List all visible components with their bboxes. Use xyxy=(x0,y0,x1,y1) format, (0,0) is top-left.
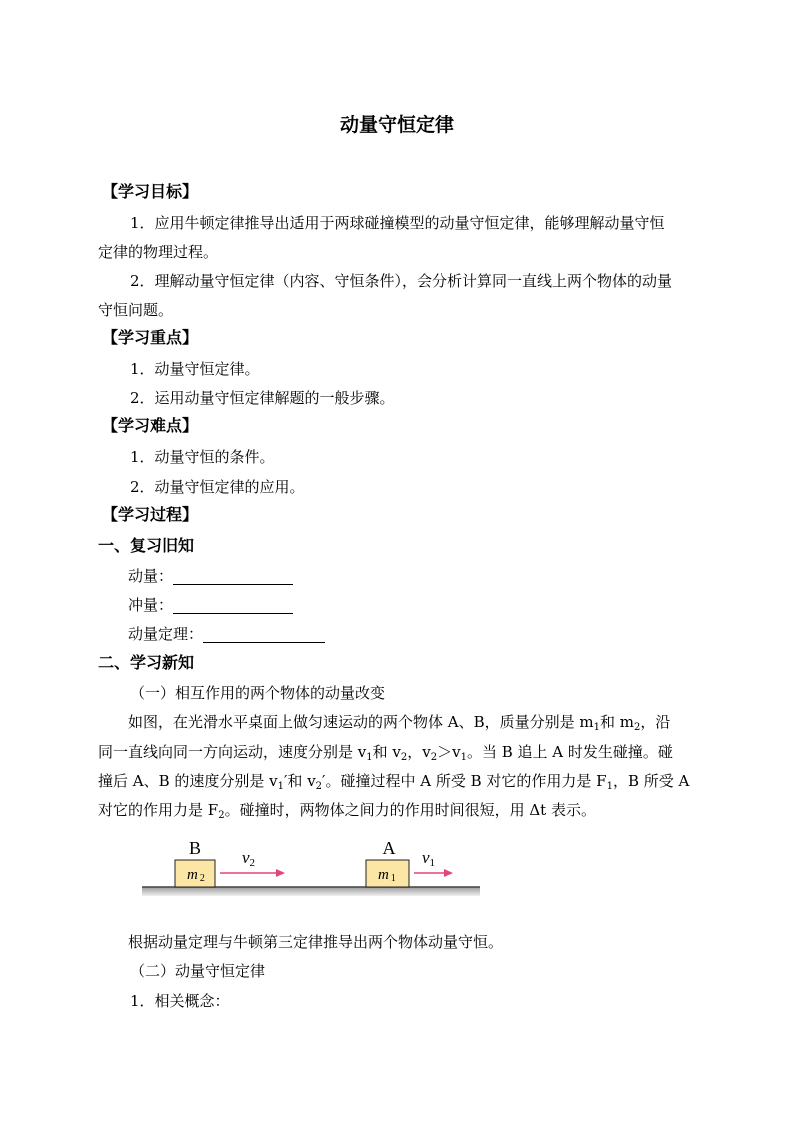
derive-text: 根据动量定理与牛顿第三定律推导出两个物体动量守恒。 xyxy=(128,933,504,951)
part1-heading: （一）相互作用的两个物体的动量改变 xyxy=(130,684,386,702)
objective-1-line2: 定律的物理过程。 xyxy=(98,243,219,261)
difficulty-1: 1．动量守恒的条件。 xyxy=(130,448,275,466)
velocity-a-arrowhead xyxy=(444,869,453,877)
paragraph-line-2: 同一直线向同一方向运动，速度分别是 $v_1$和 $v_2$，$v_2>v_1$。当 B 追上 A 时发生碰撞。碰 xyxy=(98,743,673,763)
momentum-label: 动量： xyxy=(128,567,174,585)
difficulties-heading: 【学习难点】 xyxy=(102,416,199,435)
key-points-heading: 【学习重点】 xyxy=(102,328,199,347)
objective-2-line1: 2．理解动量守恒定律（内容、守恒条件），会分析计算同一直线上两个物体的动量 xyxy=(130,272,673,290)
velocity-b-arrowhead xyxy=(276,869,285,877)
block-b-mass: m 2 xyxy=(187,867,205,884)
objective-2-line2: 守恒问题。 xyxy=(98,301,174,319)
block-a-label: A xyxy=(382,838,396,858)
block-a-mass: m 1 xyxy=(378,867,396,884)
concepts-label: 1．相关概念： xyxy=(130,992,230,1010)
velocity-a-label: v1 xyxy=(422,848,436,869)
impulse-label: 冲量： xyxy=(128,596,174,614)
part2-heading: （二）动量守恒定律 xyxy=(130,962,266,980)
page-title: 动量守恒定律 xyxy=(339,114,454,136)
paragraph-line-4: 对它的作用力是 $F_2$。碰撞时，两物体之间力的作用时间很短，用 Δt 表示。 xyxy=(98,801,596,821)
process-heading: 【学习过程】 xyxy=(102,505,199,524)
block-b-label: B xyxy=(188,838,202,858)
paragraph-line-1: 如图，在光滑水平桌面上做匀速运动的两个物体 A、B，质量分别是 $m_1$和 $m_2$，沿 xyxy=(128,713,671,733)
velocity-b-label: v2 xyxy=(242,848,256,869)
new-heading: 二、学习新知 xyxy=(98,653,195,672)
table-surface xyxy=(142,887,480,896)
key-point-1: 1．动量守恒定律。 xyxy=(130,360,260,378)
review-heading: 一、复习旧知 xyxy=(98,536,195,555)
paragraph-line-3: 撞后 A、B 的速度分别是 $v_1'$和 $v_2'$。碰撞过程中 A 所受 B 对它的作用力是 $F_1$，B 所受 A xyxy=(98,772,690,792)
difficulty-2: 2．动量守恒定律的应用。 xyxy=(130,478,305,496)
theorem-label: 动量定理： xyxy=(128,625,204,643)
objective-1-line1: 1．应用牛顿定律推导出适用于两球碰撞模型的动量守恒定律，能够理解动量守恒 xyxy=(130,214,665,232)
objectives-heading: 【学习目标】 xyxy=(102,182,199,201)
key-point-2: 2．运用动量守恒定律解题的一般步骤。 xyxy=(130,389,395,407)
